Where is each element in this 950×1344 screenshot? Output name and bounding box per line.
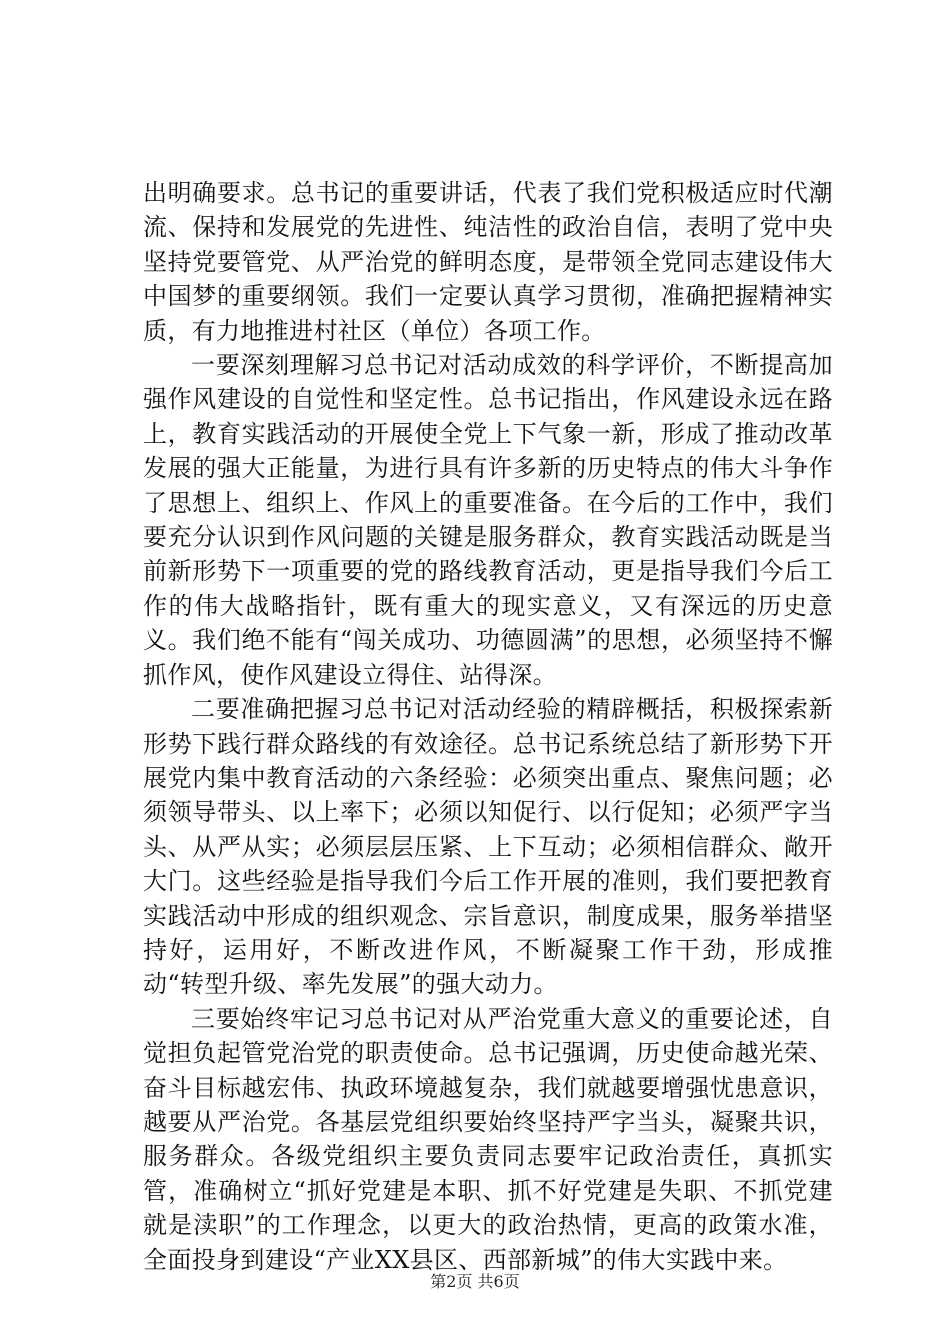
paragraph-point-two: 二要准确把握习总书记对活动经验的精辟概括，积极探索新形势下践行群众路线的有效途径。总书记系统总结了新形势下开展党内集中教育活动的六条经验：必须突出重点、聚焦问题；必须领导带头、以上率下；必须以知促行、以行促知；必须严字当头、从严从实；必须层层压紧、上下互动；必须相信群众、敞开大门。这些经验是指导我们今后工作开展的准则，我们要把教育实践活动中形成的组织观念、宗旨意识，制度成果，服务举措坚持好，运用好，不断改进作风，不断凝聚工作干劲，形成推动“转型升级、率先发展”的强大动力。 (143, 695, 833, 999)
paragraph-point-one: 一要深刻理解习总书记对活动成效的科学评价，不断提高加强作风建设的自觉性和坚定性。总书记指出，作风建设永远在路上，教育实践活动的开展使全党上下气象一新，形成了推动改革发展的强大正能量，为进行具有许多新的历史特点的伟大斗争作了思想上、组织上、作风上的重要准备。在今后的工作中，我们要充分认识到作风问题的关键是服务群众，教育实践活动既是当前新形势下一项重要的党的路线教育活动，更是指导我们今后工作的伟大战略指针，既有重大的现实意义，又有深远的历史意义。我们绝不能有“闯关成功、功德圆满”的思想，必须坚持不懈抓作风，使作风建设立得住、站得深。 (143, 351, 833, 689)
page-number-footer: 第2页 共6页 (430, 1272, 520, 1291)
body-text (143, 176, 833, 1277)
paragraph-continuation: 出明确要求。总书记的重要讲话，代表了我们党积极适应时代潮流、保持和发展党的先进性、纯洁性的政治自信，表明了党中央坚持党要管党、从严治党的鲜明态度，是带领全党同志建设伟大中国梦的重要纲领。我们一定要认真学习贯彻，准确把握精神实质，有力地推进村社区（单位）各项工作。 (143, 179, 833, 345)
paragraph-point-three: 三要始终牢记习总书记对从严治党重大意义的重要论述，自觉担负起管党治党的职责使命。总书记强调，历史使命越光荣、奋斗目标越宏伟、执政环境越复杂，我们就越要增强忧患意识，越要从严治党。各基层党组织要始终坚持严字当头，凝聚共识，服务群众。各级党组织主要负责同志要牢记政治责任，真抓实管，准确树立“抓好党建是本职、抓不好党建是失职、不抓党建就是渎职”的工作理念，以更大的政治热情，更高的政策水准，全面投身到建设“产业XX县区、西部新城”的伟大实践中来。 (143, 1004, 833, 1274)
